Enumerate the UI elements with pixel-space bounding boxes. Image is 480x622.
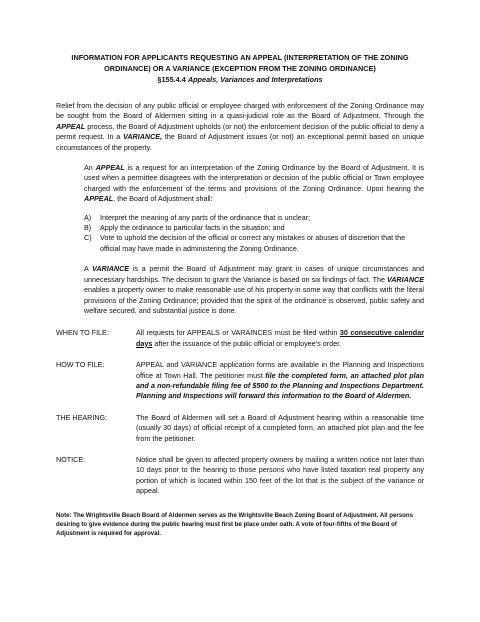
appeal-text-1: An	[84, 163, 96, 173]
variance-text-2: is a permit the Board of Adjustment may grant in cases of unique circumstances and unnecessary hardships. The decision to grant the Variance is based on six findings of fact. The	[84, 264, 424, 284]
when-to-file-row	[56, 328, 424, 349]
appeal-text-2: is a request for an interpretation of the Zoning Ordinance by the Board of Adjustment. It is used when a permittee disagrees with the interpretation or decision of the public official or Town employee charged with the enforcement of the terms and provisions of the Zoning Ordinance. Upon hearing the	[84, 163, 424, 193]
title-line-1: INFORMATION FOR APPLICANTS REQUESTING AN APPEAL (INTERPRETATION OF THE ZONING	[71, 53, 409, 62]
variance-text-3: enables a property owner to make reasonable use of his property in some way that conflicts with the literal provisions of the Zoning Ordinance; provided that the spirit of the ordinance is observed, public safety and welfare secured, and substantial justice is done.	[84, 285, 424, 315]
section-heading	[56, 74, 424, 85]
hearing-label: THE HEARING:	[56, 412, 108, 422]
intro-appeal-term: APPEAL	[56, 121, 86, 131]
when-text-2: after the issuance of the public official or employee’s order.	[152, 338, 342, 348]
list-item	[84, 223, 424, 233]
how-to-file-text	[136, 360, 424, 402]
list-item-text: Interpret the meaning of any parts of the ordinance that is unclear;	[100, 212, 311, 222]
appeal-duties-list	[84, 213, 424, 255]
how-emphasis: file the completed form, an attached plot plan and a non-refundable filing fee of $500 to the Planning and Inspections Department. Planning and Inspections will forward this information to the Board of Aldermen.	[136, 370, 424, 401]
intro-paragraph	[56, 101, 424, 153]
intro-text-3: the Board of Adjustment issues (or not) an exceptional permit based on unique circumstances of the property.	[56, 132, 424, 152]
section-title: Appeals, Variances and Interpretations	[187, 75, 323, 84]
intro-text-2: process, the Board of Adjustment upholds (or not) the enforcement decision of the public official to deny a permit request. In a	[56, 121, 424, 142]
hearing-row	[56, 413, 424, 444]
how-to-file-row	[56, 360, 424, 402]
variance-text-1: A	[84, 264, 93, 274]
list-item-text: Apply the ordinance to particular facts in the situation; and	[100, 223, 285, 233]
when-to-file-text	[136, 328, 424, 349]
footnote: Note: The Wrightsville Beach Board of Aldermen serves as the Wrightsville Beach Zoning Board of Adjustment. All persons desiring to give evidence during the public hearing must first be place under oath. A vote of four-fifths of the Board of Adjustment is required for approval.	[56, 511, 414, 537]
list-marker: C)	[84, 233, 92, 243]
section-number: §155.4.4	[157, 75, 188, 84]
list-item-text: Vote to uphold the decision of the official or correct any mistakes or abuses of discretion that the official may have made in administering the Zoning Ordinance.	[100, 233, 406, 253]
notice-row	[56, 455, 424, 497]
intro-text-1: Relief from the decision of any public official or employee charged with enforcement of the Zoning Ordinance may be sought from the Board of Aldermen sitting in a quasi-judicial role as the Board of Adjustment. Through the	[56, 101, 424, 121]
how-to-file-label: HOW TO FILE:	[56, 360, 105, 370]
when-to-file-label: WHEN TO FILE:	[56, 328, 109, 338]
appeal-text-3: , the Board of Adjustment shall:	[113, 194, 213, 204]
list-marker: A)	[84, 212, 92, 222]
notice-text: Notice shall be given to affected property owners by mailing a written notice not later than 10 days prior to the hearing to those persons who have listed taxation real property any portion of which is located within 150 feet of the lot that is the subject of the variance or appeal.	[136, 454, 424, 496]
document-title	[56, 52, 424, 85]
deadline-emphasis: 30 consecutive calendar days	[136, 328, 424, 348]
hearing-text: The Board of Aldermen will set a Board of Adjustment hearing within a reasonable time (usually 30 days) of official receipt of a completed form, an attached plot plan and the fee from the petitioner.	[136, 412, 424, 443]
how-text-1: APPEAL and VARIANCE application forms are available in the Planning and Inspections office at Town Hall. The petitioner must	[136, 360, 424, 380]
notice-label: NOTICE:	[56, 454, 86, 464]
variance-paragraph	[84, 264, 424, 316]
appeal-term-2: APPEAL	[84, 194, 114, 204]
appeal-term-1: APPEAL	[95, 163, 125, 173]
when-text-1: All requests for APPEALS or VARAINCES must be filed within	[136, 328, 340, 338]
intro-variance-term: VARIANCE,	[123, 132, 163, 142]
variance-term-1: VARIANCE	[92, 264, 130, 274]
title-line-2: ORDINANCE) OR A VARIANCE (EXCEPTION FROM THE ZONING ORDINANCE)	[104, 64, 376, 73]
list-item	[84, 213, 424, 223]
appeal-paragraph	[84, 163, 424, 205]
variance-term-2: VARIANCE	[386, 274, 424, 284]
list-marker: B)	[84, 223, 92, 233]
list-item	[84, 233, 424, 254]
